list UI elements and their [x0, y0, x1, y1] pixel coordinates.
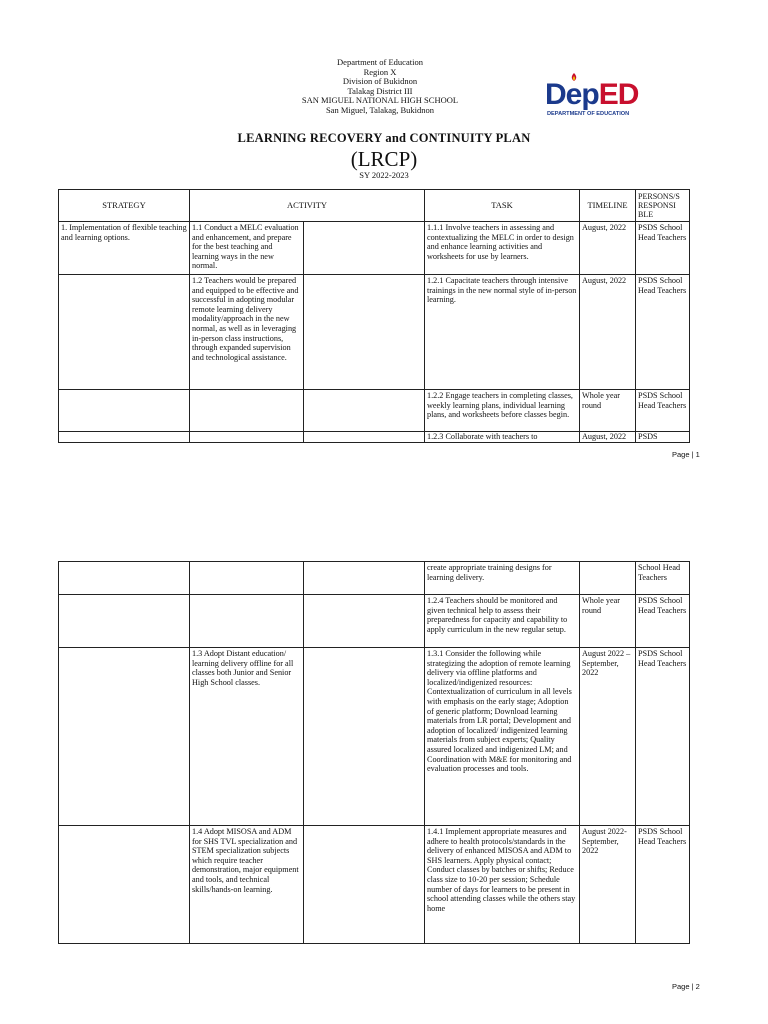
blank-cell: [304, 222, 425, 275]
logo-subtitle: DEPARTMENT OF EDUCATION: [547, 111, 630, 117]
persons-cell: PSDS School Head Teachers: [636, 826, 690, 944]
blank-cell: [304, 648, 425, 826]
table-row: [59, 390, 690, 432]
persons-cell: School Head Teachers: [636, 562, 690, 595]
task-cell: 1.2.3 Collaborate with teachers to: [425, 432, 580, 443]
logo-text-dep: Dep: [545, 78, 599, 111]
strategy-cell: [59, 390, 190, 432]
timeline-cell: August, 2022: [580, 432, 636, 443]
persons-cell: PSDS School Head Teachers: [636, 275, 690, 390]
activity-cell: 1.2 Teachers would be prepared and equipped to be effective and successful in adopting modular remote learning delivery modality/approach in the new normal, as well as in leveraging in-person class instructions, through expanded supervision and technological assistance.: [190, 275, 304, 390]
task-cell: 1.2.2 Engage teachers in completing classes, weekly learning plans, individual learning plans, and worksheets before classes begin.: [425, 390, 580, 432]
timeline-cell: August, 2022: [580, 222, 636, 275]
task-cell: 1.1.1 Involve teachers in assessing and contextualizing the MELC in order to design and enhance learning activities and worksheets for use by learners.: [425, 222, 580, 275]
table-row: [59, 275, 690, 390]
school-year: SY 2022-2023: [359, 170, 409, 180]
activity-cell: [190, 390, 304, 432]
table-row: [59, 222, 690, 275]
logo-text-ed: ED: [598, 78, 639, 111]
strategy-cell: [59, 562, 190, 595]
table-row: [59, 648, 690, 826]
task-cell: 1.4.1 Implement appropriate measures and adhere to health protocols/standards in the delivery of enhanced MISOSA and ADM to SHS learners. Apply physical contact; Conduct classes by batches or shifts; Reduce class size to 10-20 per session; Schedule number of days for learners to be present in school attending classes while the others stay home: [425, 826, 580, 944]
timeline-cell: August 2022- September, 2022: [580, 826, 636, 944]
strategy-cell: [59, 595, 190, 648]
header-line: Talakag District III: [347, 85, 413, 96]
persons-cell: PSDS: [636, 432, 690, 443]
blank-cell: [304, 595, 425, 648]
task-cell: 1.3.1 Consider the following while strategizing the adoption of remote learning delivery via offline platforms and localized/indigenized resources: Contextualization of curriculum in all levels with emphasis on the early stage; Adoption of generic platform; Download learning materials from LR portal; Development and adoption of localized/ indigenized learning materials from subject experts; Quality assured localized and indigenized LM; and Coordination with M&E for monitoring and evaluation processes and tools.: [425, 648, 580, 826]
column-header-strategy: STRATEGY: [59, 190, 190, 222]
persons-cell: PSDS School Head Teachers: [636, 595, 690, 648]
blank-cell: [304, 826, 425, 944]
page-number: Page | 2: [672, 982, 700, 991]
blank-cell: [304, 275, 425, 390]
task-cell: create appropriate training designs for learning delivery.: [425, 562, 580, 595]
document-header: [220, 58, 540, 116]
persons-cell: PSDS School Head Teachers: [636, 390, 690, 432]
blank-cell: [304, 390, 425, 432]
timeline-cell: August 2022 – September, 2022: [580, 648, 636, 826]
strategy-cell: [59, 826, 190, 944]
activity-cell: [190, 432, 304, 443]
activity-cell: [190, 562, 304, 595]
strategy-cell: [59, 648, 190, 826]
page-title: LEARNING RECOVERY and CONTINUITY PLAN: [237, 131, 531, 145]
page-number: Page | 1: [672, 450, 700, 459]
column-header-task: TASK: [425, 190, 580, 222]
lrcp-table-page-2: [58, 561, 690, 944]
column-header-persons: PERSONS/S RESPONSI BLE: [636, 190, 690, 222]
activity-cell: 1.3 Adopt Distant education/ learning delivery offline for all classes both Junior and Senior High School classes.: [190, 648, 304, 826]
timeline-cell: Whole year round: [580, 390, 636, 432]
activity-cell: 1.1 Conduct a MELC evaluation and enhancement, and prepare for the best teaching and learning ways in the new normal.: [190, 222, 304, 275]
timeline-cell: August, 2022: [580, 275, 636, 390]
table-row: [59, 432, 690, 443]
task-cell: 1.2.4 Teachers should be monitored and given technical help to assess their preparedness for capacity and capability to apply curriculum in the new regular setup.: [425, 595, 580, 648]
table-row: [59, 562, 690, 595]
header-line: SAN MIGUEL NATIONAL HIGH SCHOOL: [301, 95, 459, 106]
column-header-timeline: TIMELINE: [580, 190, 636, 222]
timeline-cell: [580, 562, 636, 595]
timeline-cell: Whole year round: [580, 595, 636, 648]
strategy-cell: [59, 275, 190, 390]
blank-cell: [304, 562, 425, 595]
table-row: [59, 595, 690, 648]
activity-cell: 1.4 Adopt MISOSA and ADM for SHS TVL specialization and STEM specialization subjects which require teacher demonstration, major equipment and tools, and technical skills/hands-on learning.: [190, 826, 304, 944]
table-row: [59, 826, 690, 944]
blank-cell: [304, 432, 425, 443]
table-header-row: [59, 190, 690, 222]
header-line: Department of Education: [337, 57, 423, 67]
persons-cell: PSDS School Head Teachers: [636, 648, 690, 826]
deped-logo: [545, 72, 645, 122]
strategy-cell: 1. Implementation of flexible teaching and learning options.: [59, 222, 190, 275]
header-line: Division of Bukidnon: [342, 76, 418, 87]
plan-acronym: (LRCP): [350, 147, 418, 171]
header-line: Region X: [363, 66, 397, 77]
persons-cell: PSDS School Head Teachers: [636, 222, 690, 275]
header-line: San Miguel, Talakag, Bukidnon: [325, 104, 435, 115]
column-header-activity: ACTIVITY: [190, 190, 425, 222]
lrcp-table-page-1: [58, 189, 690, 443]
strategy-cell: [59, 432, 190, 443]
activity-cell: [190, 595, 304, 648]
task-cell: 1.2.1 Capacitate teachers through intensive trainings in the new normal style of in-person learning.: [425, 275, 580, 390]
